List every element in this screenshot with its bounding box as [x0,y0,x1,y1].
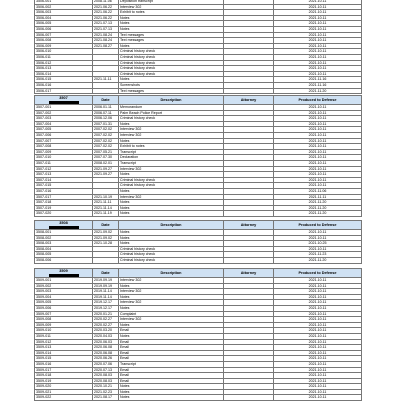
description-cell: Notes [119,205,224,211]
description-cell: Notes [119,138,224,144]
table-row [35,88,362,94]
date-cell: 2021.06.22 [93,4,119,10]
date-cell: 2006.12.06 [93,116,119,122]
exhibit-number-cell: 3509-018 [35,373,93,379]
produced-date-cell: 2021.10.11 [274,127,362,133]
description-cell: Notes [119,121,224,127]
produced-date-cell: 2021.10.11 [274,105,362,111]
produced-date-cell: 2021.10.11 [274,4,362,10]
exhibit-number-cell: 3509-014 [35,350,93,356]
produced-date-cell: 2021.10.11 [274,305,362,311]
exhibit-number-cell: 3506-002 [35,4,93,10]
date-cell: 2020.07.06 [93,361,119,367]
description-cell: Interview 302 [119,127,224,133]
description-cell: Declaration [119,155,224,161]
produced-date-cell: 2021.10.11 [274,116,362,122]
exhibit-number-cell: 3507-009 [35,149,93,155]
date-cell: 2020.08.03 [93,378,119,384]
description-cell: Complaint [119,311,224,317]
produced-date-cell: 2021.11.23 [274,252,362,258]
exhibit-number-cell: 3508-005 [35,252,93,258]
produced-date-cell: 2021.10.11 [274,361,362,367]
date-cell: 2021.02.23 [93,389,119,395]
witness-id: 3508 [59,221,68,225]
exhibit-number-cell: 3506-008 [35,38,93,44]
exhibit-number-cell: 3509-008 [35,317,93,323]
date-cell: 2019.12.17 [93,300,119,306]
date-cell: 2021.11.14 [93,205,119,211]
exhibit-number-cell: 3507-016 [35,188,93,194]
description-cell: Interview 302 [119,132,224,138]
date-cell: 2021.06.22 [93,15,119,21]
date-cell: 2006.07.11 [93,110,119,116]
exhibit-number-cell: 3509-002 [35,283,93,289]
exhibit-number-cell: 3506-017 [35,88,93,94]
date-cell: 2008.11.06 [93,0,119,4]
exhibit-number-cell: 3509-009 [35,322,93,328]
description-cell: Criminal history check [119,71,224,77]
description-cell: Criminal history check [119,257,224,263]
date-cell: 2020.10.21 [93,384,119,390]
description-cell: Text messages [119,32,224,38]
description-cell: Interview 302 [119,278,224,284]
date-cell: 2021.08.24 [93,38,119,44]
exhibit-number-cell: 3508-004 [35,246,93,252]
produced-date-cell: 2021.10.11 [274,172,362,178]
description-cell: Interview 302 [119,289,224,295]
date-cell: 2006.01.11 [93,105,119,111]
produced-date-cell: 2021.10.11 [274,339,362,345]
exhibit-number-cell: 3507-014 [35,177,93,183]
exhibit-number-cell: 3507-012 [35,166,93,172]
produced-date-cell: 2021.10.11 [274,311,362,317]
produced-header: Produced to Defense [274,269,362,278]
produced-date-cell: 2021.10.11 [274,121,362,127]
description-cell: Interview 302 [119,317,224,323]
description-cell: Deposition transcript [119,0,224,4]
description-cell: Criminal history check [119,54,224,60]
produced-date-cell: 2021.10.11 [274,144,362,150]
produced-date-cell: 2021.10.11 [274,278,362,284]
exhibit-number-cell: 3506-007 [35,32,93,38]
exhibit-number-cell: 3509-017 [35,367,93,373]
exhibit-number-cell: 3509-020 [35,384,93,390]
date-cell: 2021.07.13 [93,21,119,27]
description-cell: Notes [119,333,224,339]
produced-date-cell: 2021.10.11 [274,177,362,183]
description-cell: Text messages [119,88,224,94]
attorney-header: Attorney [224,221,274,230]
produced-date-cell: 2021.10.11 [274,235,362,241]
produced-date-cell: 2021.10.11 [274,160,362,166]
produced-date-cell: 2021.10.11 [274,230,362,236]
exhibit-number-cell: 3506-016 [35,82,93,88]
produced-date-cell: 2021.10.11 [274,54,362,60]
date-cell: 2007.02.02 [93,138,119,144]
exhibit-number-cell: 3506-015 [35,77,93,83]
redaction-bar [49,101,79,104]
attorney-header: Attorney [224,96,274,105]
date-header: Date [93,269,119,278]
description-cell: Notes [119,211,224,217]
date-cell: 2020.04.03 [93,333,119,339]
produced-date-cell: 2021.10.11 [274,183,362,189]
date-cell: 2021.08.17 [93,395,119,401]
exhibit-number-cell: 3507-019 [35,205,93,211]
date-cell: 2021.11.19 [93,211,119,217]
description-cell: Criminal history check [119,246,224,252]
date-cell [93,257,119,263]
produced-date-cell: 2021.10.11 [274,378,362,384]
produced-date-cell: 2021.11.20 [274,257,362,263]
redaction-bar [49,274,79,277]
exhibit-number-cell: 3507-017 [35,194,93,200]
exhibit-number-cell: 3507-011 [35,160,93,166]
exhibit-number-cell: 3509-007 [35,311,93,317]
description-header: Description [119,221,224,230]
date-cell: 2021.07.13 [93,26,119,32]
description-cell: Criminal history check [119,177,224,183]
exhibit-number-cell: 3506-011 [35,54,93,60]
id-header [35,269,93,278]
exhibit-number-cell: 3509-012 [35,339,93,345]
produced-date-cell: 2021.10.11 [274,138,362,144]
description-cell: Criminal history check [119,116,224,122]
date-cell: 2007.05.21 [93,149,119,155]
date-cell: 2021.06.22 [93,10,119,16]
description-cell: Exhibit to notes [119,144,224,150]
description-cell: Notes [119,389,224,395]
exhibit-number-cell: 3507-013 [35,172,93,178]
exhibit-number-cell: 3508-006 [35,257,93,263]
produced-date-cell: 2021.10.11 [274,38,362,44]
attorney-cell [224,88,274,94]
produced-date-cell: 2021.10.11 [274,26,362,32]
description-cell: Notes [119,283,224,289]
produced-date-cell: 2021.10.11 [274,21,362,27]
attorney-cell [224,211,274,217]
produced-date-cell: 2021.10.11 [274,322,362,328]
produced-date-cell: 2021.11.16 [274,82,362,88]
exhibit-number-cell: 3506-006 [35,26,93,32]
date-cell: 2021.11.11 [93,200,119,206]
exhibit-number-cell: 3509-019 [35,378,93,384]
produced-date-cell: 2021.10.11 [274,289,362,295]
produced-header: Produced to Defense [274,96,362,105]
description-cell: Email [119,345,224,351]
produced-date-cell: 2021.10.11 [274,0,362,4]
exhibit-number-cell: 3507-006 [35,132,93,138]
date-cell: 2021.09.27 [93,166,119,172]
description-cell: Email [119,350,224,356]
produced-date-cell: 2021.10.11 [274,10,362,16]
exhibit-number-cell: 3507-010 [35,155,93,161]
description-cell: Notes [119,200,224,206]
produced-date-cell: 2021.10.11 [274,149,362,155]
description-cell: Notes [119,77,224,83]
description-cell: Notes [119,43,224,49]
produced-date-cell: 2021.10.11 [274,350,362,356]
produced-date-cell: 2021.10.11 [274,294,362,300]
description-cell: Notes [119,235,224,241]
description-cell: Criminal history check [119,60,224,66]
description-cell: Criminal history check [119,49,224,55]
description-cell: Criminal history check [119,183,224,189]
produced-date-cell: 2021.10.11 [274,43,362,49]
produced-date-cell: 2021.11.20 [274,88,362,94]
exhibit-number-cell: 3507-004 [35,121,93,127]
produced-date-cell: 2021.10.11 [274,328,362,334]
description-cell: Criminal history check [119,66,224,72]
description-cell: Criminal history check [119,252,224,258]
produced-date-cell: 2021.11.20 [274,211,362,217]
table-row [35,257,362,263]
date-cell: 2007.01.31 [93,121,119,127]
description-cell: Email [119,339,224,345]
exhibit-number-cell: 3506-005 [35,21,93,27]
date-cell: 2007.02.02 [93,132,119,138]
description-cell: Interview 302 [119,300,224,306]
description-cell: Notes [119,294,224,300]
description-cell: Notes [119,172,224,178]
exhibit-table-3509 [34,268,362,401]
witness-id: 3509 [59,269,68,273]
exhibit-number-cell: 3509-001 [35,278,93,284]
description-cell: Notes [119,21,224,27]
description-cell: Notes [119,241,224,247]
exhibit-number-cell: 3509-004 [35,294,93,300]
id-header [35,221,93,230]
date-cell: 2020.07.13 [93,367,119,373]
produced-date-cell: 2021.10.11 [274,356,362,362]
produced-date-cell: 2021.10.11 [274,110,362,116]
exhibit-number-cell: 3509-003 [35,289,93,295]
description-cell: Email [119,373,224,379]
date-cell [93,88,119,94]
description-cell: Text messages [119,38,224,44]
description-cell: Exhibit to notes [119,10,224,16]
description-cell: Screenshots [119,82,224,88]
exhibit-number-cell: 3507-008 [35,144,93,150]
date-cell: 2019.12.17 [93,305,119,311]
description-cell: Palm Beach Police Report [119,110,224,116]
description-cell: Email [119,378,224,384]
produced-date-cell: 2021.11.06 [274,188,362,194]
produced-date-cell: 2021.10.11 [274,384,362,390]
description-header: Description [119,269,224,278]
produced-date-cell: 2021.10.11 [274,367,362,373]
produced-date-cell: 2021.10.11 [274,373,362,379]
date-cell: 2008.02.01 [93,160,119,166]
exhibit-number-cell: 3507-003 [35,116,93,122]
date-cell: 2019.09.19 [93,278,119,284]
exhibit-number-cell: 3507-005 [35,127,93,133]
attorney-cell [224,257,274,263]
date-cell: 2020.06.08 [93,350,119,356]
produced-header: Produced to Defense [274,221,362,230]
date-cell: 2021.09.27 [93,172,119,178]
exhibit-number-cell: 3508-003 [35,241,93,247]
date-cell: 2020.06.26 [93,356,119,362]
produced-date-cell: 2021.11.20 [274,200,362,206]
exhibit-number-cell: 3507-018 [35,200,93,206]
produced-date-cell: 2021.10.11 [274,395,362,401]
exhibit-number-cell: 3507-015 [35,183,93,189]
exhibit-number-cell: 3509-010 [35,328,93,334]
date-cell: 2021.09.02 [93,230,119,236]
exhibit-number-cell: 3507-001 [35,105,93,111]
produced-date-cell: 2021.10.11 [274,155,362,161]
produced-date-cell: 2021.10.11 [274,345,362,351]
date-cell: 2021.08.27 [93,43,119,49]
description-cell: Memorandum [119,105,224,111]
description-cell: Transcript [119,361,224,367]
date-cell: 2020.01.21 [93,311,119,317]
description-cell: Notes [119,395,224,401]
date-header: Date [93,96,119,105]
exhibit-number-cell: 3509-022 [35,395,93,401]
description-cell: Notes [119,305,224,311]
produced-date-cell: 2021.10.11 [274,132,362,138]
date-cell: 2007.02.02 [93,127,119,133]
exhibit-number-cell: 3506-004 [35,15,93,21]
produced-date-cell: 2021.10.11 [274,60,362,66]
date-cell: 2020.06.08 [93,345,119,351]
description-cell: Transcript [119,149,224,155]
exhibit-number-cell: 3506-013 [35,66,93,72]
date-cell: 2020.03.20 [93,328,119,334]
produced-date-cell: 2021.11.20 [274,205,362,211]
description-cell: Notes [119,26,224,32]
date-cell: 2020.02.27 [93,322,119,328]
exhibit-number-cell: 3506-003 [35,10,93,16]
description-cell: Email [119,367,224,373]
produced-date-cell: 2021.10.11 [274,71,362,77]
exhibit-number-cell: 3508-002 [35,235,93,241]
produced-date-cell: 2021.10.11 [274,333,362,339]
description-cell: Interview 302 [119,166,224,172]
exhibit-number-cell: 3509-016 [35,361,93,367]
exhibit-number-cell: 3509-011 [35,333,93,339]
table-row [35,211,362,217]
produced-date-cell: 2021.10.11 [274,49,362,55]
produced-date-cell: 2021.10.11 [274,246,362,252]
date-cell: 2021.11.11 [93,77,119,83]
date-cell: 2020.06.03 [93,339,119,345]
date-cell: 2020.08.03 [93,373,119,379]
description-header: Description [119,96,224,105]
produced-date-cell: 2021.10.11 [274,283,362,289]
date-cell: 2007.07.30 [93,155,119,161]
exhibit-number-cell: 3507-002 [35,110,93,116]
produced-date-cell: 2021.10.11 [274,15,362,21]
produced-date-cell: 2021.10.11 [274,317,362,323]
produced-date-cell: 2021.11.16 [274,77,362,83]
description-cell: Notes [119,384,224,390]
exhibit-number-cell: 3506-012 [35,60,93,66]
exhibit-number-cell: 3506-014 [35,71,93,77]
exhibit-number-cell: 3509-021 [35,389,93,395]
description-cell: Notes [119,15,224,21]
produced-date-cell: 2021.10.25 [274,241,362,247]
description-cell: Transcript [119,160,224,166]
exhibit-number-cell: 3509-005 [35,300,93,306]
exhibit-table-3506 [34,0,362,94]
exhibit-number-cell: 3508-001 [35,230,93,236]
produced-date-cell: 2021.10.11 [274,166,362,172]
exhibit-number-cell: 3509-006 [35,305,93,311]
date-cell: 2019.09.19 [93,283,119,289]
date-cell: 2021.08.24 [93,32,119,38]
description-cell: Email [119,356,224,362]
exhibit-table-3507 [34,95,362,217]
redaction-bar [49,226,79,229]
produced-date-cell: 2021.10.11 [274,66,362,72]
produced-date-cell: 2021.10.11 [274,32,362,38]
attorney-header: Attorney [224,269,274,278]
description-cell: Notes [119,188,224,194]
date-cell: 2021.10.19 [93,194,119,200]
date-cell: 2021.09.02 [93,235,119,241]
date-header: Date [93,221,119,230]
date-cell: 2007.02.02 [93,144,119,150]
exhibit-table-3508 [34,220,362,264]
date-cell: 2019.11.14 [93,289,119,295]
date-cell: 2021.10.28 [93,241,119,247]
exhibit-number-cell: 3507-020 [35,211,93,217]
description-cell: Email [119,328,224,334]
description-cell: Interview 302 [119,194,224,200]
exhibit-number-cell: 3509-013 [35,345,93,351]
exhibit-number-cell: 3507-007 [35,138,93,144]
date-cell: 2019.11.14 [93,294,119,300]
exhibit-number-cell: 3506-009 [35,43,93,49]
produced-date-cell: 2021.11.11 [274,194,362,200]
date-cell: 2020.02.27 [93,317,119,323]
exhibit-number-cell: 3509-015 [35,356,93,362]
description-cell: Notes [119,322,224,328]
produced-date-cell: 2021.10.11 [274,389,362,395]
exhibit-number-cell: 3506-010 [35,49,93,55]
description-cell: Notes [119,230,224,236]
produced-date-cell: 2021.10.11 [274,300,362,306]
id-header [35,96,93,105]
witness-id: 3507 [59,96,68,100]
exhibit-number-cell: 3506-001 [35,0,93,4]
description-cell: Interview 302 [119,4,224,10]
